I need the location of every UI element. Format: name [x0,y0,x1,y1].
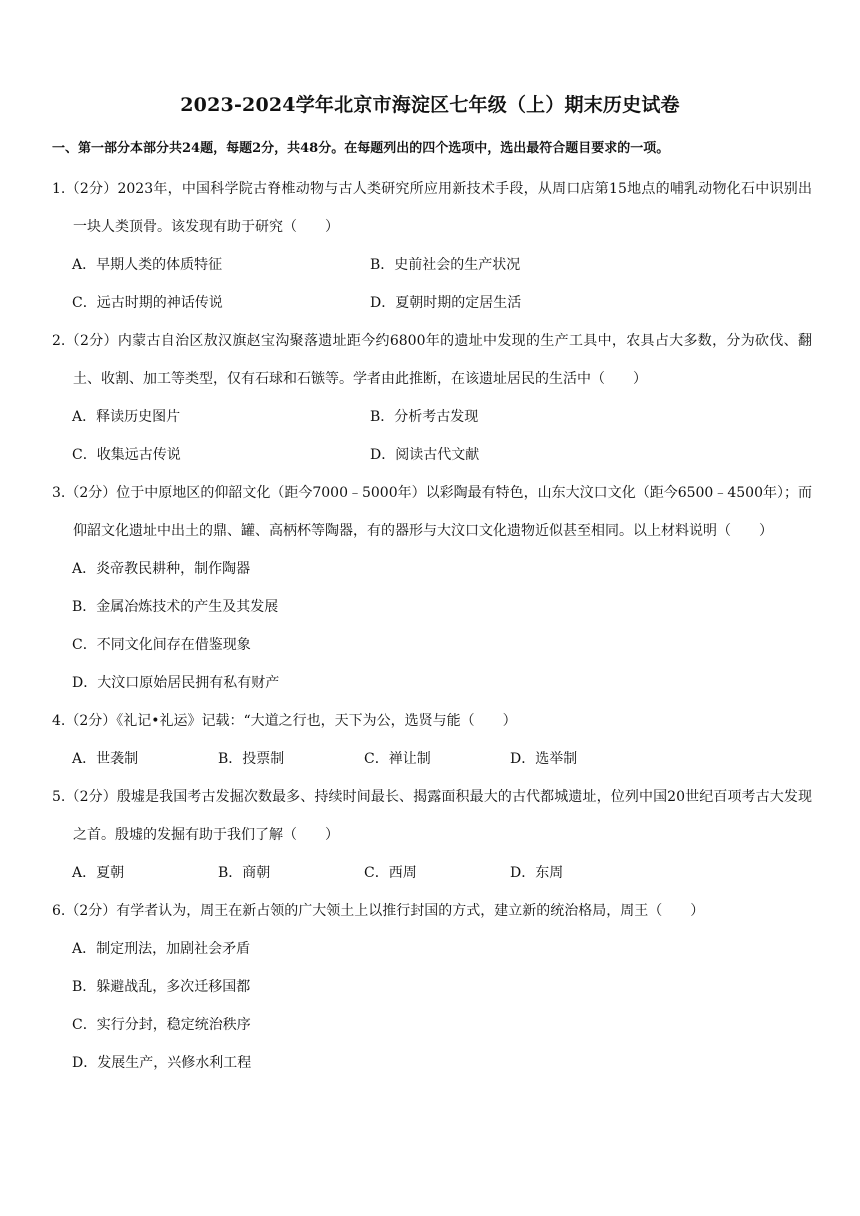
question-stem: 6.（2分）有学者认为，周王在新占领的广大领土上以推行封国的方式，建立新的统治格局，周王（ ） [52,903,705,919]
option-a: A．炎帝教民耕种，制作陶器 [72,561,251,577]
question-5 [52,778,812,892]
option-d: D．阅读古代文献 [370,447,480,463]
option-b: B．躲避战乱，多次迁移国都 [72,979,251,995]
section-heading: 一、第一部分本部分共24题，每题2分，共48分。在每题列出的四个选项中，选出最符合题目要求的一项。 [52,141,670,156]
question-2 [52,322,812,474]
option-b: B．史前社会的生产状况 [370,257,521,273]
option-c: C．禅让制 [364,751,431,767]
options [52,246,812,322]
option-b: B．商朝 [218,865,271,881]
options [52,854,812,892]
options [52,550,812,702]
question-list [52,170,812,1082]
option-a: A．夏朝 [72,865,125,881]
options [52,398,812,474]
question-stem: 5.（2分）殷墟是我国考古发掘次数最多、持续时间最长、揭露面积最大的古代都城遗址，位列中国20世纪百项考古大发现之首。殷墟的发掘有助于我们了解（ ） [52,789,812,843]
options [52,930,812,1082]
question-6 [52,892,812,1082]
option-a: A．世袭制 [72,751,139,767]
option-d: D．夏朝时期的定居生活 [370,295,522,311]
question-stem: 1.（2分）2023年，中国科学院古脊椎动物与古人类研究所应用新技术手段，从周口店第15地点的哺乳动物化石中识别出一块人类顶骨。该发现有助于研究（ ） [52,181,812,235]
question-stem: 2.（2分）内蒙古自治区敖汉旗赵宝沟聚落遗址距今约6800年的遗址中发现的生产工具中，农具占大多数，分为砍伐、翻土、收割、加工等类型，仅有石球和石镞等。学者由此推断，在该遗址居民的生活中（ ） [52,333,812,387]
option-a: A．释读历史图片 [72,409,181,425]
question-1 [52,170,812,322]
option-d: D．发展生产，兴修水利工程 [72,1055,252,1071]
option-b: B．金属冶炼技术的产生及其发展 [72,599,279,615]
option-c: C．不同文化间存在借鉴现象 [72,637,251,653]
question-stem: 4.（2分）《礼记•礼运》记载：“大道之行也，天下为公，选贤与能（ ） [52,713,517,729]
option-c: C．收集远古传说 [72,447,181,463]
option-d: D．大汶口原始居民拥有私有财产 [72,675,280,691]
option-c: C．实行分封，稳定统治秩序 [72,1017,251,1033]
option-b: B．分析考古发现 [370,409,479,425]
options [52,740,812,778]
option-c: C．西周 [364,865,417,881]
option-d: D．东周 [510,865,564,881]
question-4 [52,702,812,778]
question-3 [52,474,812,702]
option-a: A．制定刑法，加剧社会矛盾 [72,941,251,957]
option-b: B．投票制 [218,751,285,767]
option-c: C．远古时期的神话传说 [72,295,223,311]
option-a: A．早期人类的体质特征 [72,257,223,273]
option-d: D．选举制 [510,751,578,767]
exam-title: 2023-2024学年北京市海淀区七年级（上）期末历史试卷 [180,94,680,116]
question-stem: 3.（2分）位于中原地区的仰韶文化（距今7000﹣5000年）以彩陶最有特色，山东大汶口文化（距今6500﹣4500年）；而仰韶文化遗址中出土的鼎、罐、高柄杯等陶器，有的器形与大汶口文化遗物近似甚至相同。以上材料说明（ ） [52,485,812,539]
